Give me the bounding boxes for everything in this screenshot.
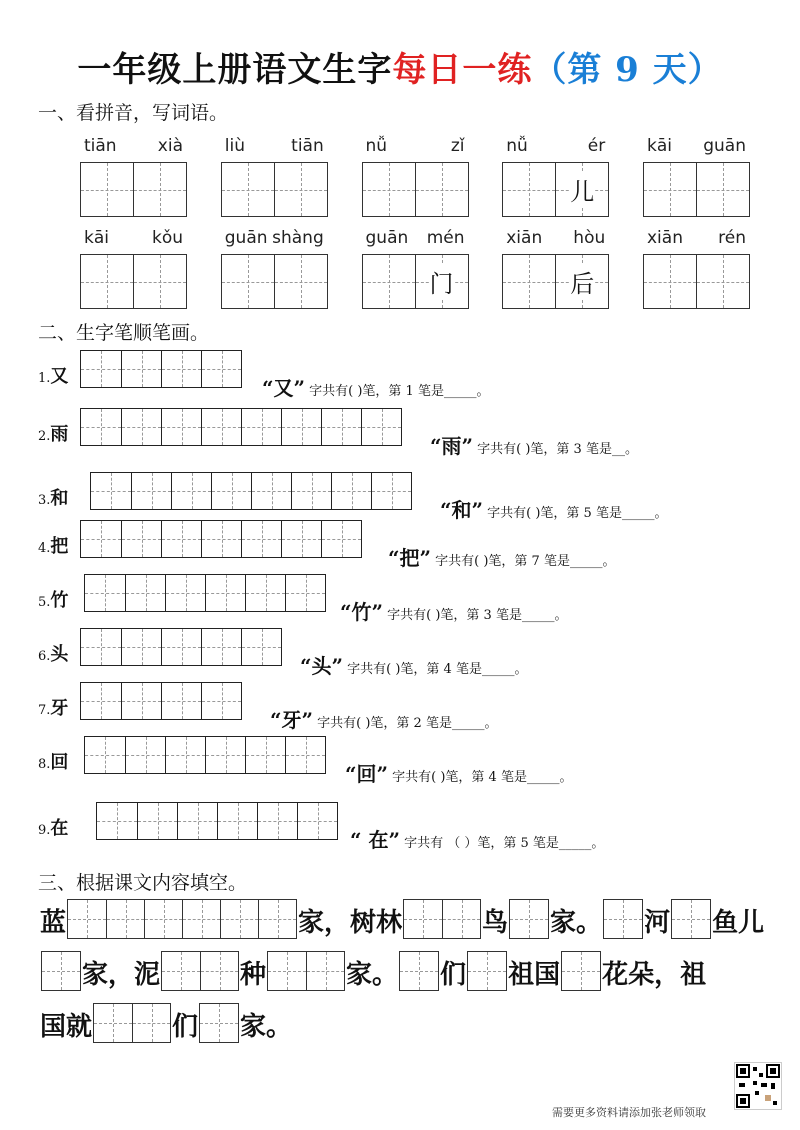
pinyin-item: kāi guān (647, 136, 746, 156)
pinyin-item: tiān xià (84, 136, 183, 156)
stroke-row (38, 800, 338, 840)
stroke-char-label: 7.牙 (38, 698, 69, 719)
pinyin-item: kāi kǒu (84, 228, 183, 248)
word-box[interactable]: 门 (362, 254, 469, 309)
section2-heading: 二、生字笔顺笔画。 (38, 322, 210, 344)
fill-line-1: 蓝 家，树林 鸟 家。 河 鱼儿 (40, 895, 764, 939)
answer-box-row-1 (80, 162, 750, 217)
stroke-question: “牙” 字共有( )笔，第 2 笔是_____。 (270, 708, 498, 732)
word-box[interactable]: 后 (502, 254, 609, 309)
stroke-question: “ 在” 字共有 （ ）笔，第 5 笔是_____。 (350, 828, 605, 852)
stroke-row (38, 470, 412, 510)
stroke-char-label: 4.把 (38, 536, 69, 557)
word-box[interactable] (362, 162, 469, 217)
stroke-grid[interactable] (80, 408, 402, 446)
fill-box[interactable] (467, 951, 507, 991)
footer-note: 需要更多资料请添加张老师领取 (552, 1106, 706, 1119)
stroke-row (38, 518, 362, 558)
fill-box[interactable] (403, 899, 481, 939)
stroke-char-label: 9.在 (38, 818, 69, 839)
fill-box[interactable] (93, 1003, 171, 1043)
answer-box-row-2 (80, 254, 750, 309)
fill-box[interactable] (561, 951, 601, 991)
fill-line-3: 国就 们 家。 (40, 999, 292, 1043)
pinyin-row-1 (80, 136, 750, 156)
pinyin-item: guān shàng (224, 228, 324, 248)
pinyin-item: liù tiān (224, 136, 324, 156)
pinyin-item: guān mén (365, 228, 465, 248)
page-title: 一年级上册语文生字每日一练（第 9 天） (77, 50, 723, 90)
word-box[interactable] (643, 162, 750, 217)
word-box[interactable]: 儿 (502, 162, 609, 217)
stroke-char-label: 1.又 (38, 366, 69, 387)
pinyin-item: nǚ ér (506, 136, 606, 156)
qr-code-icon (734, 1062, 782, 1110)
fill-box[interactable] (671, 899, 711, 939)
stroke-row (38, 680, 242, 720)
stroke-grid[interactable] (90, 472, 412, 510)
stroke-char-label: 6.头 (38, 644, 69, 665)
fill-line-2: 家，泥 种 家。 们 祖国 花朵，祖 (40, 947, 706, 991)
stroke-question: “头” 字共有( )笔，第 4 笔是_____。 (300, 654, 528, 678)
stroke-char-label: 2.雨 (38, 424, 69, 445)
pinyin-item: xiān hòu (506, 228, 606, 248)
stroke-question: “和” 字共有( )笔，第 5 笔是_____。 (440, 498, 668, 522)
stroke-grid[interactable] (80, 682, 242, 720)
stroke-question: “把” 字共有( )笔，第 7 笔是_____。 (388, 546, 616, 570)
word-box[interactable] (221, 254, 328, 309)
stroke-question: “竹” 字共有( )笔，第 3 笔是_____。 (340, 600, 568, 624)
word-box[interactable] (221, 162, 328, 217)
stroke-row (38, 734, 326, 774)
stroke-char-label: 5.竹 (38, 590, 69, 611)
stroke-question: “又” 字共有( )笔，第 1 笔是_____。 (262, 376, 490, 400)
word-box[interactable] (80, 254, 187, 309)
pinyin-item: nǚ zǐ (365, 136, 465, 156)
fill-box[interactable] (41, 951, 81, 991)
section1-heading: 一、看拼音，写词语。 (38, 102, 229, 124)
stroke-row (38, 348, 242, 388)
fill-box[interactable] (67, 899, 297, 939)
stroke-grid[interactable] (80, 520, 362, 558)
pinyin-row-2 (80, 228, 750, 248)
stroke-row (38, 626, 282, 666)
stroke-grid[interactable] (84, 574, 326, 612)
stroke-grid[interactable] (96, 802, 338, 840)
pinyin-item: xiān rén (647, 228, 746, 248)
stroke-grid[interactable] (80, 350, 242, 388)
word-box[interactable] (643, 254, 750, 309)
stroke-question: “回” 字共有( )笔，第 4 笔是_____。 (345, 762, 573, 786)
fill-box[interactable] (199, 1003, 239, 1043)
stroke-row (38, 406, 402, 446)
stroke-char-label: 8.回 (38, 752, 69, 773)
fill-box[interactable] (603, 899, 643, 939)
stroke-grid[interactable] (80, 628, 282, 666)
stroke-row (38, 572, 326, 612)
fill-box[interactable] (399, 951, 439, 991)
stroke-grid[interactable] (84, 736, 326, 774)
section3-heading: 三、根据课文内容填空。 (38, 872, 248, 894)
stroke-question: “雨” 字共有( )笔，第 3 笔是__。 (430, 434, 638, 458)
word-box[interactable] (80, 162, 187, 217)
stroke-char-label: 3.和 (38, 488, 69, 509)
fill-box[interactable] (267, 951, 345, 991)
fill-box[interactable] (161, 951, 239, 991)
fill-box[interactable] (509, 899, 549, 939)
